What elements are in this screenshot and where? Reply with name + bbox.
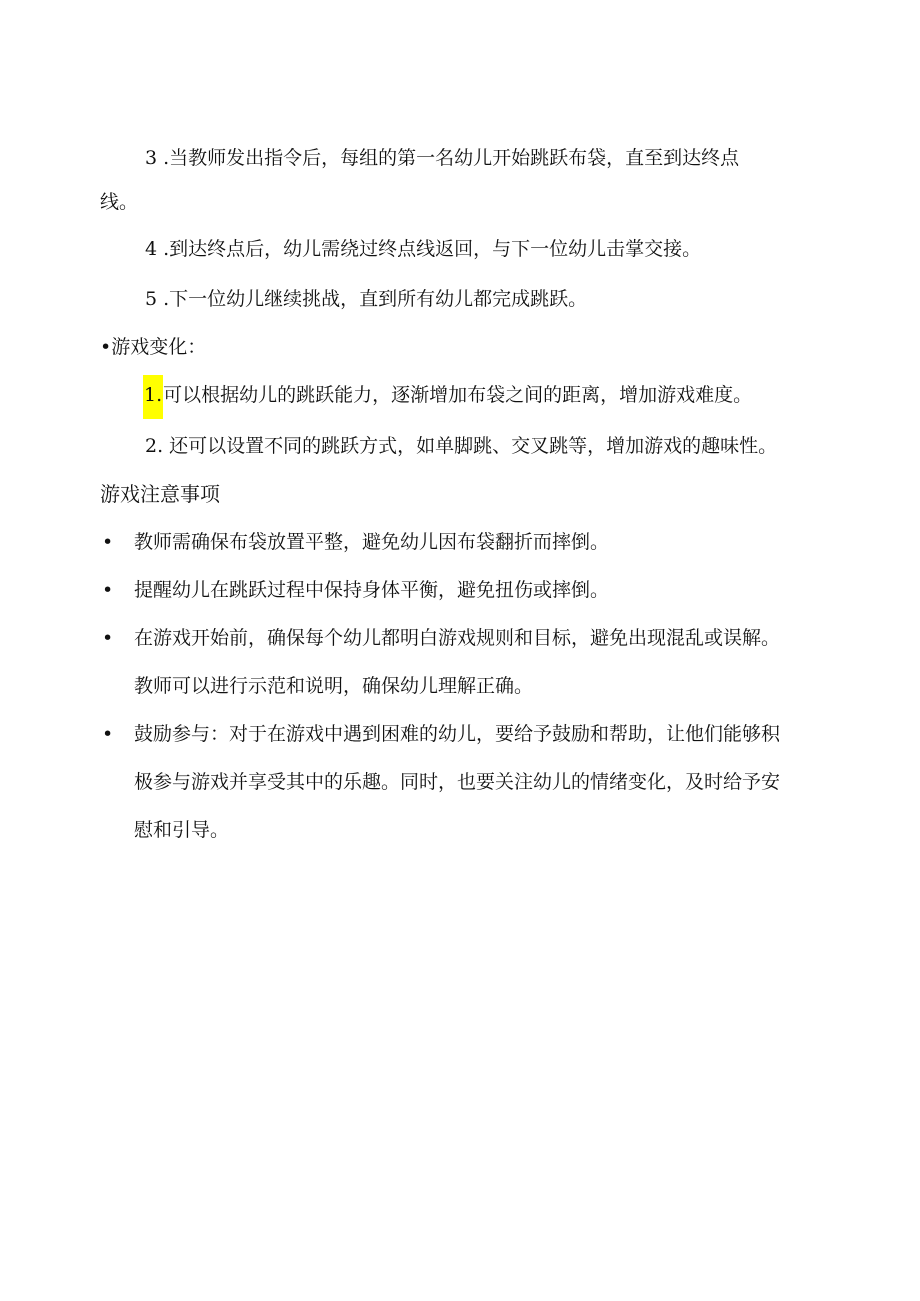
step-4-text: .到达终点后，幼儿需绕过终点线返回，与下一位幼儿击掌交接。	[157, 238, 702, 260]
step-5-number: 5	[145, 288, 158, 310]
notes-item-4-line-2: 极参与游戏并享受其中的乐趣。同时，也要关注幼儿的情绪变化，及时给予安	[134, 771, 781, 793]
variation-item-1-text: 可以根据幼儿的跳跃能力，逐渐增加布袋之间的距离，增加游戏难度。	[163, 384, 753, 406]
variation-item-1-number: 1.	[143, 375, 163, 419]
step-4-number: 4	[145, 238, 158, 260]
notes-title: 游戏注意事项	[100, 482, 220, 506]
notes-item-3-line-1: 在游戏开始前，确保每个幼儿都明白游戏规则和目标，避免出现混乱或误解。	[134, 627, 781, 649]
step-3-line-2: 线。	[100, 191, 139, 213]
notes-bullet: •	[102, 627, 114, 649]
notes-item-4-line-3: 慰和引导。	[134, 819, 230, 841]
step-3-text: .当教师发出指令后，每组的第一名幼儿开始跳跃布袋，直至到达终点	[157, 147, 740, 169]
notes-item-3-line-2: 教师可以进行示范和说明，确保幼儿理解正确。	[134, 675, 534, 697]
notes-item-1: 教师需确保布袋放置平整，避免幼儿因布袋翻折而摔倒。	[134, 531, 610, 553]
variation-item-1	[143, 383, 752, 407]
step-5-text: .下一位幼儿继续挑战，直到所有幼儿都完成跳跃。	[157, 288, 588, 310]
step-3-line-1	[145, 146, 739, 170]
notes-bullet: •	[102, 579, 114, 601]
step-4	[145, 237, 701, 261]
variation-label: •游戏变化：	[100, 336, 207, 358]
notes-bullet: •	[102, 723, 114, 745]
notes-item-4-line-1: 鼓励参与：对于在游戏中遇到困难的幼儿，要给予鼓励和帮助，让他们能够积	[134, 723, 781, 745]
step-5	[145, 287, 587, 311]
variation-item-2: 2. 还可以设置不同的跳跃方式，如单脚跳、交叉跳等，增加游戏的趣味性。	[145, 435, 778, 457]
notes-bullet: •	[102, 531, 114, 553]
notes-item-2: 提醒幼儿在跳跃过程中保持身体平衡，避免扭伤或摔倒。	[134, 579, 610, 601]
step-3-number: 3	[145, 147, 158, 169]
